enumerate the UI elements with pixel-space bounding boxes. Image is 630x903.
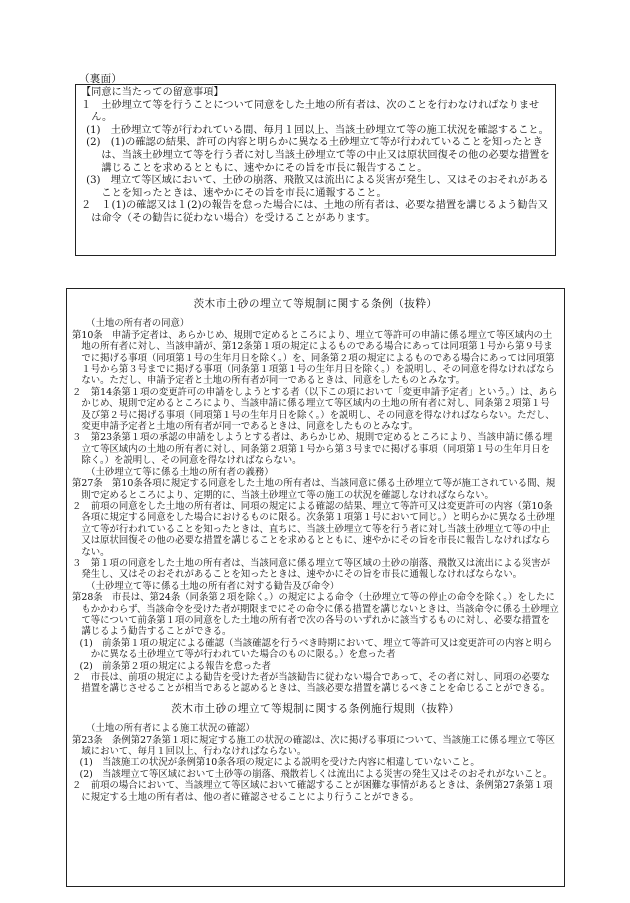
article-paragraph: ２ 市長は、前項の規定による勧告を受けた者が当該勧告に従わない場合であって、その者に対し、同項の必要な措置を講じさせることが相当であると認めるときは、当該必要な措置を講じるべきことを命じることができる。: [72, 672, 551, 695]
notes-item: ２ １(1)の確認又は１(2)の報告を怠った場合には、土地の所有者は、必要な措置を講じるよう勧告又は命令（その勧告に従わない場合）を受けることがあります。: [81, 200, 548, 224]
ordinance-excerpt-box: [66, 288, 565, 887]
ordinance-sections: [72, 318, 559, 694]
article-item: (1) 前条第１項の規定による確認（当該確認を行うべき時期において、埋立て等許可又は変更許可の内容と明らかに異なる土砂埋立て等が行われていた場合のものに限る。）を怠った者: [79, 637, 553, 661]
notes-item: １ 土砂埋立て等を行うことについて同意をした土地の所有者は、次のことを行わなければなりません。: [81, 99, 540, 124]
article-heading: （土地の所有者の同意）: [86, 318, 190, 330]
rules-sections: [72, 723, 559, 803]
rules-title: 茨木市土砂の埋立て等規制に関する条例施行規則（抜粋）: [171, 702, 460, 715]
article-paragraph: ３ 第１項の同意をした土地の所有者は、当該同意に係る埋立て等区域の土砂の崩落、飛散又は流出による災害が発生し、又はそのおそれがあることを知ったときは、速やかにその旨を市長に通報しなければならない。: [72, 557, 551, 581]
article-item: (1) 当該施工の状況が条例第10条各項の規定による説明を受けた内容に相違していないこと。: [79, 757, 480, 769]
article-heading: （土砂埋立て等に係る土地の所有者に対する勧告及び命令）: [86, 580, 340, 592]
article-paragraph: ３ 第23条第１項の承認の申請をしようとする者は、あらかじめ、規則で定めるところにより、当該申請に係る埋立て等区域内の土地の所有者に対し、同条第２項第１号から第３号までに掲げる事項（同項第１号の生年月日を除く。）を説明し、その同意を得なければならない。: [72, 432, 553, 467]
notes-item: (3) 埋立て等区域において、土砂の崩落、飛散又は流出による災害が発生し、又はそのおそれがあることを知ったときは、速やかにその旨を市長に通報すること。: [86, 175, 549, 199]
ordinance-title: 茨木市土砂の埋立て等規制に関する条例（抜粋）: [193, 298, 438, 310]
article-paragraph: 第28条 市長は、第24条（同条第２項を除く。）の規定による命令（土砂埋立て等の停止の命令を除く。）をしたにもかかわらず、当該命令を受けた者が期限までにその命令に係る措置を講じないときは、当該命令に係る土砂埋立て等について前条第１項の同意をした土地の所有者で次の各号のいずれかに該当するものに対し、必要な措置を講じるよう勧告することができる。: [72, 592, 559, 638]
article-paragraph: 第10条 申請予定者は、あらかじめ、規則で定めるところにより、埋立て等許可の申請に係る埋立て等区域内の土地の所有者に対し、当該申請が、第12条第１項の規定によるものである場合にあっては同項第１号から第９号までに掲げる事項（同項第１号の生年月日を除く。）を、同条第２項の規定によるものである場合にあっては同項第１号から第３号までに掲げる事項（同条第１項第１号の生年月日を除く。）を説明し、その同意を得なければならない。ただし、申請予定者と土地の所有者が同一であるときは、同意をしたものとみなす。: [72, 329, 555, 387]
notes-item: (1) 土砂埋立て等が行われている間、毎月１回以上、当該土砂埋立て等の施工状況を確認すること。: [86, 124, 549, 136]
consent-notes-box: [75, 84, 556, 256]
article-paragraph: ２ 前項の場合において、当該埋立て等区域において確認することが困難な事情があるときは、条例第27条第１項に規定する土地の所有者は、他の者に確認させることにより行うことができる。: [72, 780, 553, 803]
article-paragraph: ２ 前項の同意をした土地の所有者は、同項の規定による確認の結果、埋立て等許可又は変更許可の内容（第10条各項に規定する同意をした場合におけるものに限る。次条第１項第１号において同じ。）と明らかに異なる土砂埋立て等が行われていることを知ったときは、直ちに、当該土砂埋立て等を行う者に対し当該土砂埋立て等の中止又は原状回復その他の必要な措置を講じることを求めるとともに、速やかにその旨を市長に報告しなければならない。: [72, 500, 555, 558]
article-paragraph: ２ 第14条第１項の変更許可の申請をしようとする者（以下この項において「変更申請予定者」という。）は、あらかじめ、規則で定めるところにより、当該申請に係る埋立て等区域内の土地の所有者に対し、同条第２項第１号及び第２号に掲げる事項（同項第１号の生年月日を除く。）を説明し、その同意を得なければならない。ただし、変更申請予定者と土地の所有者が同一であるときは、同意をしたものとみなす。: [72, 386, 558, 433]
article-item: (2) 前条第２項の規定による報告を怠った者: [79, 660, 271, 672]
article-paragraph: 第27条 第10条各項に規定する同意をした土地の所有者は、当該同意に係る土砂埋立て等が施工されている間、規則で定めるところにより、定期的に、当該土砂埋立て等の施工の状況を確認しなければならない。: [72, 478, 556, 501]
article-item: (2) 当該埋立て等区域において土砂等の崩落、飛散若しくは流出による災害の発生又はそのおそれがないこと。: [79, 768, 553, 780]
notes-item: (2) (1)の確認の結果、許可の内容と明らかに異なる土砂埋立て等が行われていることを知ったときは、当該土砂埋立て等を行う者に対し当該土砂埋立て等の中止又は原状回復その他の必要な措置を講じることを求めるとともに、速やかにその旨を市長に報告すること。: [86, 137, 550, 174]
article-heading: （土地の所有者による施工状況の確認）: [86, 723, 255, 735]
notes-title: 【同意に当たっての留意事項】: [81, 87, 224, 98]
back-side-label: （裏面）: [79, 73, 123, 85]
article-paragraph: 第23条 条例第27条第１項に規定する施工の状況の確認は、次に掲げる事項について、当該施工に係る埋立て等区域において、毎月１回以上、行わなければならない。: [72, 734, 555, 758]
article-heading: （土砂埋立て等に係る土地の所有者の義務）: [86, 466, 274, 478]
